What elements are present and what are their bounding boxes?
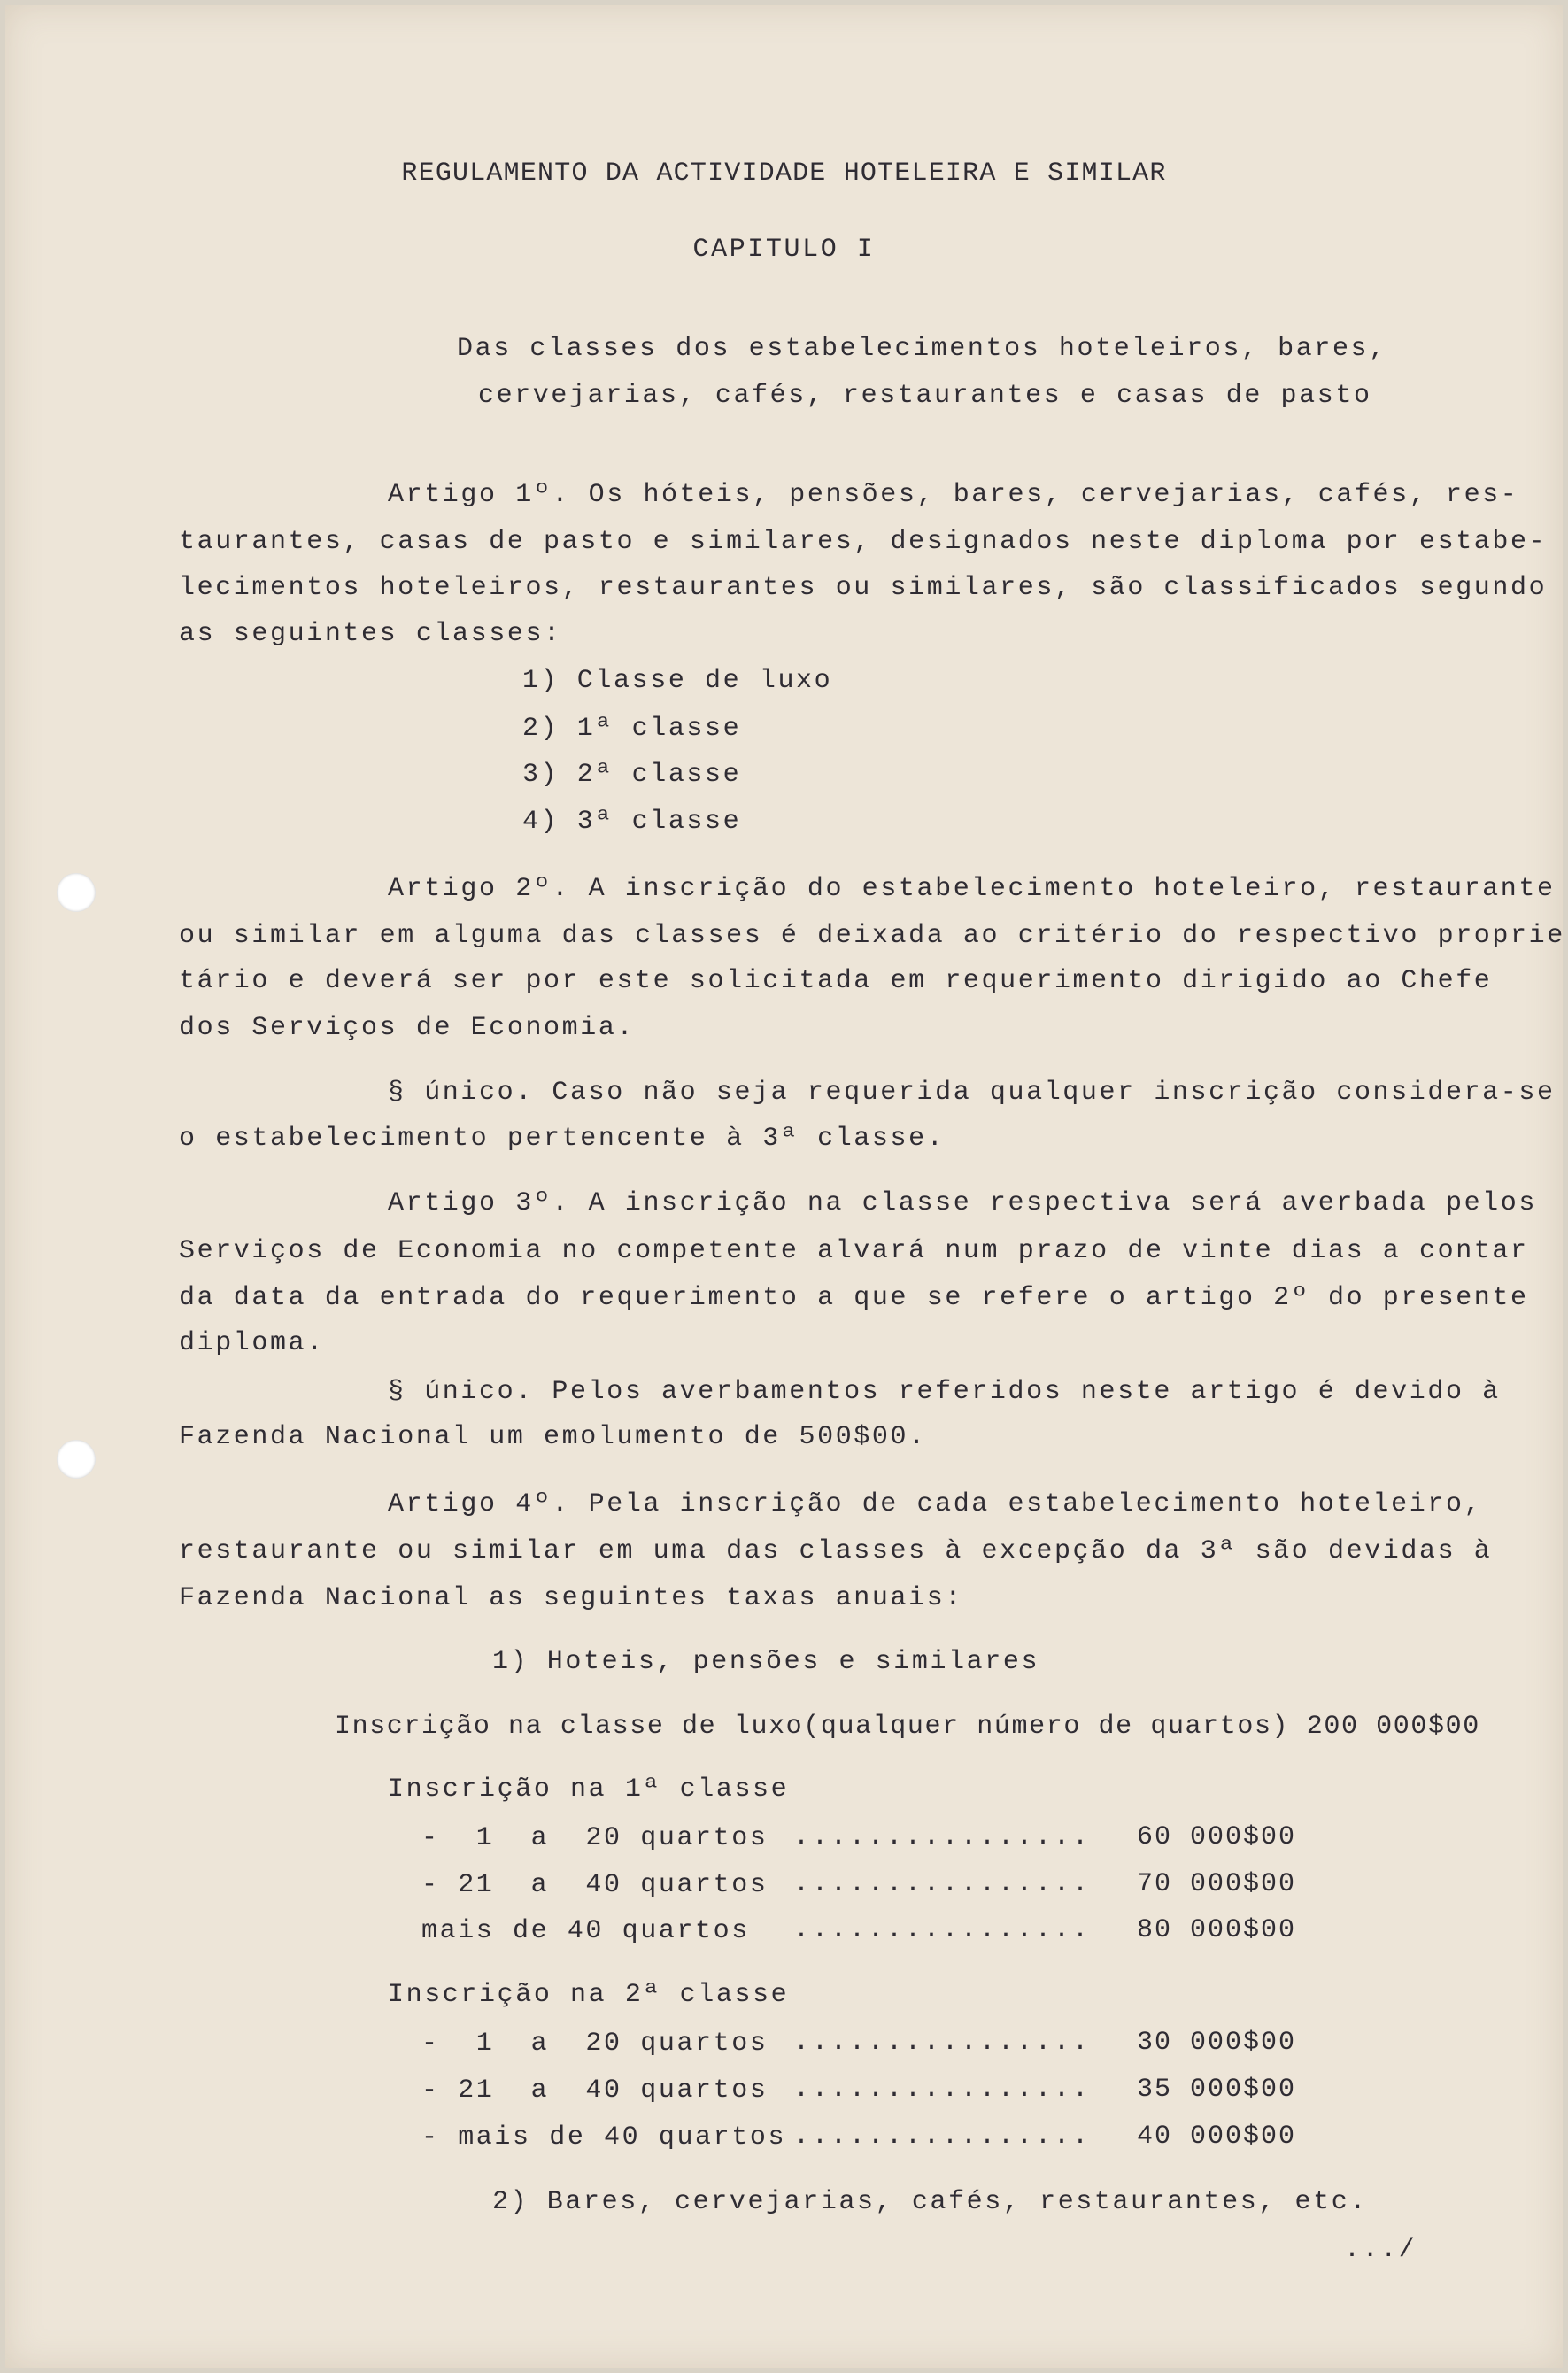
- fee-label: mais de 40 quartos: [421, 1916, 750, 1946]
- paragraph-line: Artigo 2º. A inscrição do estabelecimento hoteleiro, restaurante: [388, 874, 1556, 904]
- paragraph-line: as seguintes classes:: [179, 619, 562, 649]
- fee-label: - 21 a 40 quartos: [421, 1870, 769, 1900]
- punch-hole-bottom: [57, 1440, 96, 1479]
- leader-dots: ................: [793, 2028, 1092, 2058]
- chapter-heading: CAPITULO I: [692, 235, 876, 265]
- paragraph-line: lecimentos hoteleiros, restaurantes ou similares, são classificados segundo: [179, 573, 1548, 603]
- fee-label: - 1 a 20 quartos: [421, 2029, 769, 2059]
- paragraph-line: Serviços de Economia no competente alvará num prazo de vinte dias a contar: [179, 1236, 1529, 1266]
- fee-amount: 40 000$00: [1137, 2122, 1297, 2152]
- list-item: 1) Classe de luxo: [522, 666, 833, 696]
- list-item: 2) 1ª classe: [522, 714, 742, 744]
- paragraph-line: Artigo 4º. Pela inscrição de cada estabelecimento hoteleiro,: [388, 1489, 1483, 1519]
- document-page: [5, 5, 1563, 2368]
- paragraph-line: Fazenda Nacional as seguintes taxas anuais:: [179, 1583, 963, 1613]
- paragraph-line: tário e deverá ser por este solicitada em requerimento dirigido ao Chefe: [179, 966, 1493, 996]
- section-heading: 2) Bares, cervejarias, cafés, restaurantes, etc.: [492, 2187, 1368, 2217]
- list-item: 4) 3ª classe: [522, 807, 742, 837]
- punch-hole-top: [57, 873, 96, 912]
- paragraph-line: Artigo 3º. A inscrição na classe respectiva será averbada pelos: [388, 1188, 1537, 1218]
- fee-amount: 70 000$00: [1137, 1869, 1297, 1899]
- leader-dots: ................: [793, 1822, 1092, 1852]
- paragraph-line: o estabelecimento pertencente à 3ª classe.: [179, 1124, 946, 1154]
- section-heading: 1) Hoteis, pensões e similares: [492, 1647, 1040, 1677]
- fee-label: - 1 a 20 quartos: [421, 1823, 769, 1853]
- fee-amount: 60 000$00: [1137, 1822, 1297, 1852]
- fee-amount: 30 000$00: [1137, 2028, 1297, 2058]
- paragraph-line: diploma.: [179, 1328, 325, 1358]
- paragraph-line: da data da entrada do requerimento a que se refere o artigo 2º do presente: [179, 1283, 1529, 1313]
- paragraph-line: restaurante ou similar em uma das classes à excepção da 3ª são devidas à: [179, 1536, 1493, 1566]
- leader-dots: ................: [793, 1915, 1092, 1945]
- paragraph-line: § único. Caso não seja requerida qualquer inscrição considera-se: [388, 1078, 1556, 1108]
- paragraph-line: Artigo 1º. Os hóteis, pensões, bares, cervejarias, cafés, res-: [388, 480, 1519, 510]
- subtitle-line-1: Das classes dos estabelecimentos hoteleiros, bares,: [457, 334, 1387, 364]
- paragraph-line: ou similar em alguma das classes é deixada ao critério do respectivo proprie: [179, 921, 1565, 951]
- fee-heading: Inscrição na 2ª classe: [388, 1980, 790, 2010]
- fee-label: - mais de 40 quartos: [421, 2122, 787, 2153]
- page-continuation: .../: [1344, 2235, 1417, 2265]
- leader-dots: ................: [793, 2122, 1092, 2152]
- document-title: REGULAMENTO DA ACTIVIDADE HOTELEIRA E SIMILAR: [401, 158, 1167, 189]
- fee-label: - 21 a 40 quartos: [421, 2075, 769, 2106]
- paragraph-line: dos Serviços de Economia.: [179, 1013, 636, 1043]
- paragraph-line: Fazenda Nacional um emolumento de 500$00.: [179, 1422, 927, 1452]
- list-item: 3) 2ª classe: [522, 760, 742, 790]
- fee-heading: Inscrição na 1ª classe: [388, 1774, 790, 1805]
- leader-dots: ................: [793, 1869, 1092, 1899]
- luxury-class-fee: Inscrição na classe de luxo(qualquer número de quartos) 200 000$00: [335, 1712, 1480, 1742]
- paragraph-line: § único. Pelos averbamentos referidos neste artigo é devido à: [388, 1377, 1501, 1407]
- fee-amount: 80 000$00: [1137, 1915, 1297, 1945]
- paragraph-line: taurantes, casas de pasto e similares, designados neste diploma por estabe-: [179, 527, 1548, 557]
- fee-amount: 35 000$00: [1137, 2075, 1297, 2105]
- subtitle-line-2: cervejarias, cafés, restaurantes e casas de pasto: [478, 381, 1372, 411]
- leader-dots: ................: [793, 2075, 1092, 2105]
